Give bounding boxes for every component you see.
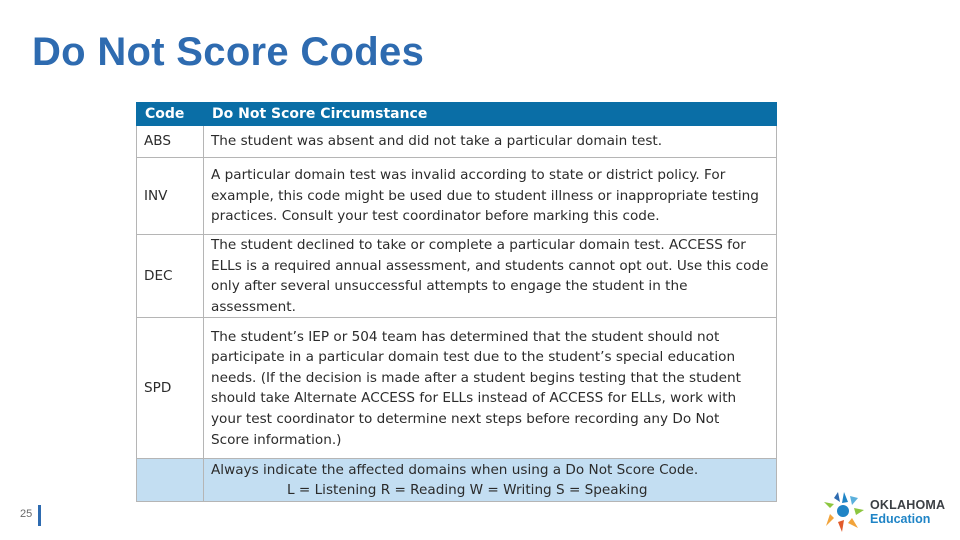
circumstance-line: The student declined to take or complete a particular domain test. ACCESS for (211, 237, 746, 253)
table-row (137, 126, 777, 158)
circumstance-line: Score information.) (211, 431, 342, 448)
oklahoma-education-logo (822, 490, 952, 534)
circumstance-line: needs. (If the decision is made after a student begins testing that the student (211, 369, 741, 386)
table-row (137, 235, 777, 318)
logo-line-oklahoma: OKLAHOMA (870, 498, 946, 512)
note-empty-cell (137, 459, 204, 502)
table-row (137, 158, 777, 235)
circumstance-line: example, this code might be used due to student illness or inappropriate testing (211, 187, 759, 204)
code-cell: ABS (137, 126, 204, 158)
logo-line-education: Education (870, 512, 931, 526)
circumstance-line: your test coordinator to determine next steps before recording any Do Not (211, 410, 720, 427)
table-row (137, 318, 777, 459)
slide-title: Do Not Score Codes (32, 30, 425, 74)
oklahoma-star-icon (822, 490, 866, 534)
do-not-score-table (136, 102, 777, 502)
header-circumstance: Do Not Score Circumstance (204, 103, 777, 126)
domains-note-cell (204, 459, 777, 502)
circumstance-cell (204, 158, 777, 235)
page-number-accent-bar (38, 505, 41, 526)
circumstance-line: A particular domain test was invalid according to state or district policy. For (211, 167, 726, 184)
circumstance-cell (204, 126, 777, 158)
logo-wordmark (870, 498, 945, 526)
code-cell: INV (137, 158, 204, 235)
circumstance-cell (204, 235, 777, 318)
code-cell: SPD (137, 318, 204, 459)
circumstance-line: should take Alternate ACCESS for ELLs instead of ACCESS for ELLs, work with (211, 390, 737, 407)
domains-note-row (137, 459, 777, 502)
circumstance-line: ELLs is a required annual assessment, and students cannot opt out. Use this code (211, 257, 769, 274)
domains-legend: L = Listening R = Reading W = Writing S = Speaking (287, 482, 648, 499)
page-number: 25 (20, 508, 33, 520)
header-code: Code (137, 103, 204, 126)
code-cell: DEC (137, 235, 204, 318)
circumstance-line: only after several unsuccessful attempts to engage the student in the assessment. (211, 278, 688, 315)
circumstance-line: practices. Consult your test coordinator before marking this code. (211, 208, 660, 225)
circumstance-cell (204, 318, 777, 459)
circumstance-line: participate in a particular domain test due to the student’s special education (211, 349, 736, 366)
circumstance-line: The student was absent and did not take a particular domain test. (211, 133, 663, 150)
domains-note-line1: Always indicate the affected domains when using a Do Not Score Code. (211, 461, 699, 478)
circumstance-line: The student’s IEP or 504 team has determined that the student should not (211, 328, 720, 345)
table-header-row (137, 103, 777, 126)
